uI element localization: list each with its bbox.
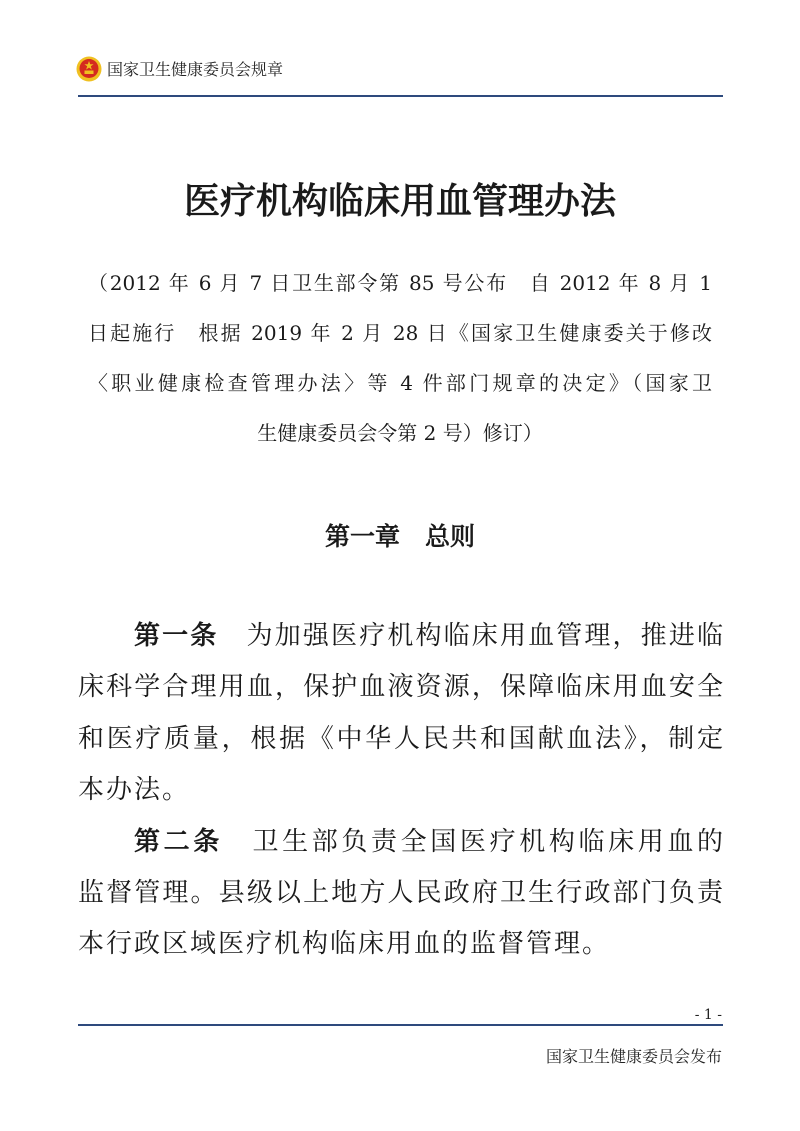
issuance-note-line: 日起施行 根据 2019 年 2 月 28 日《国家卫生健康委关于修改: [88, 321, 712, 345]
page-number: - 1 -: [694, 1007, 722, 1023]
issuance-note-line: 生健康委员会令第 2 号）修订）: [257, 421, 543, 445]
article-2-label: 第二条: [134, 826, 223, 857]
article-1-line: 床科学合理用血，保护血液资源，保障临床用血安全: [78, 672, 723, 703]
article-2-line: 本行政区域医疗机构临床用血的监督管理。: [78, 929, 611, 960]
issuance-note-line: （2012 年 6 月 7 日卫生部令第 85 号公布 自 2012 年 8 月 1: [88, 271, 712, 295]
article-1-text-spacer: [218, 621, 246, 651]
issuance-note: [88, 258, 712, 458]
article-2-text-spacer: [223, 827, 253, 857]
article-1-line: [78, 611, 723, 662]
article-2-line: 监督管理。县级以上地方人民政府卫生行政部门负责: [78, 877, 723, 908]
document-title: 医疗机构临床用血管理办法: [183, 180, 616, 222]
header-divider: [78, 95, 723, 97]
header-title: 国家卫生健康委员会规章: [107, 60, 284, 79]
article-2-text: 卫生部负责全国医疗机构临床用血的: [252, 826, 723, 857]
chapter-heading: 第一章 总则: [324, 522, 475, 551]
issuance-note-line: 〈职业健康检查管理办法〉等 4 件部门规章的决定》（国家卫: [88, 371, 712, 395]
articles: [78, 611, 723, 971]
article-1-line: 本办法。: [78, 775, 191, 806]
footer-publisher: 国家卫生健康委员会发布: [545, 1047, 722, 1066]
national-emblem-icon: [76, 56, 102, 82]
footer-divider: [78, 1024, 723, 1026]
article-1-line: 和医疗质量，根据《中华人民共和国献血法》，制定: [78, 723, 723, 754]
article-1-label: 第一条: [134, 621, 219, 651]
article-1-text: 为加强医疗机构临床用血管理，推进临: [246, 621, 723, 651]
article-2-line: [78, 817, 723, 868]
